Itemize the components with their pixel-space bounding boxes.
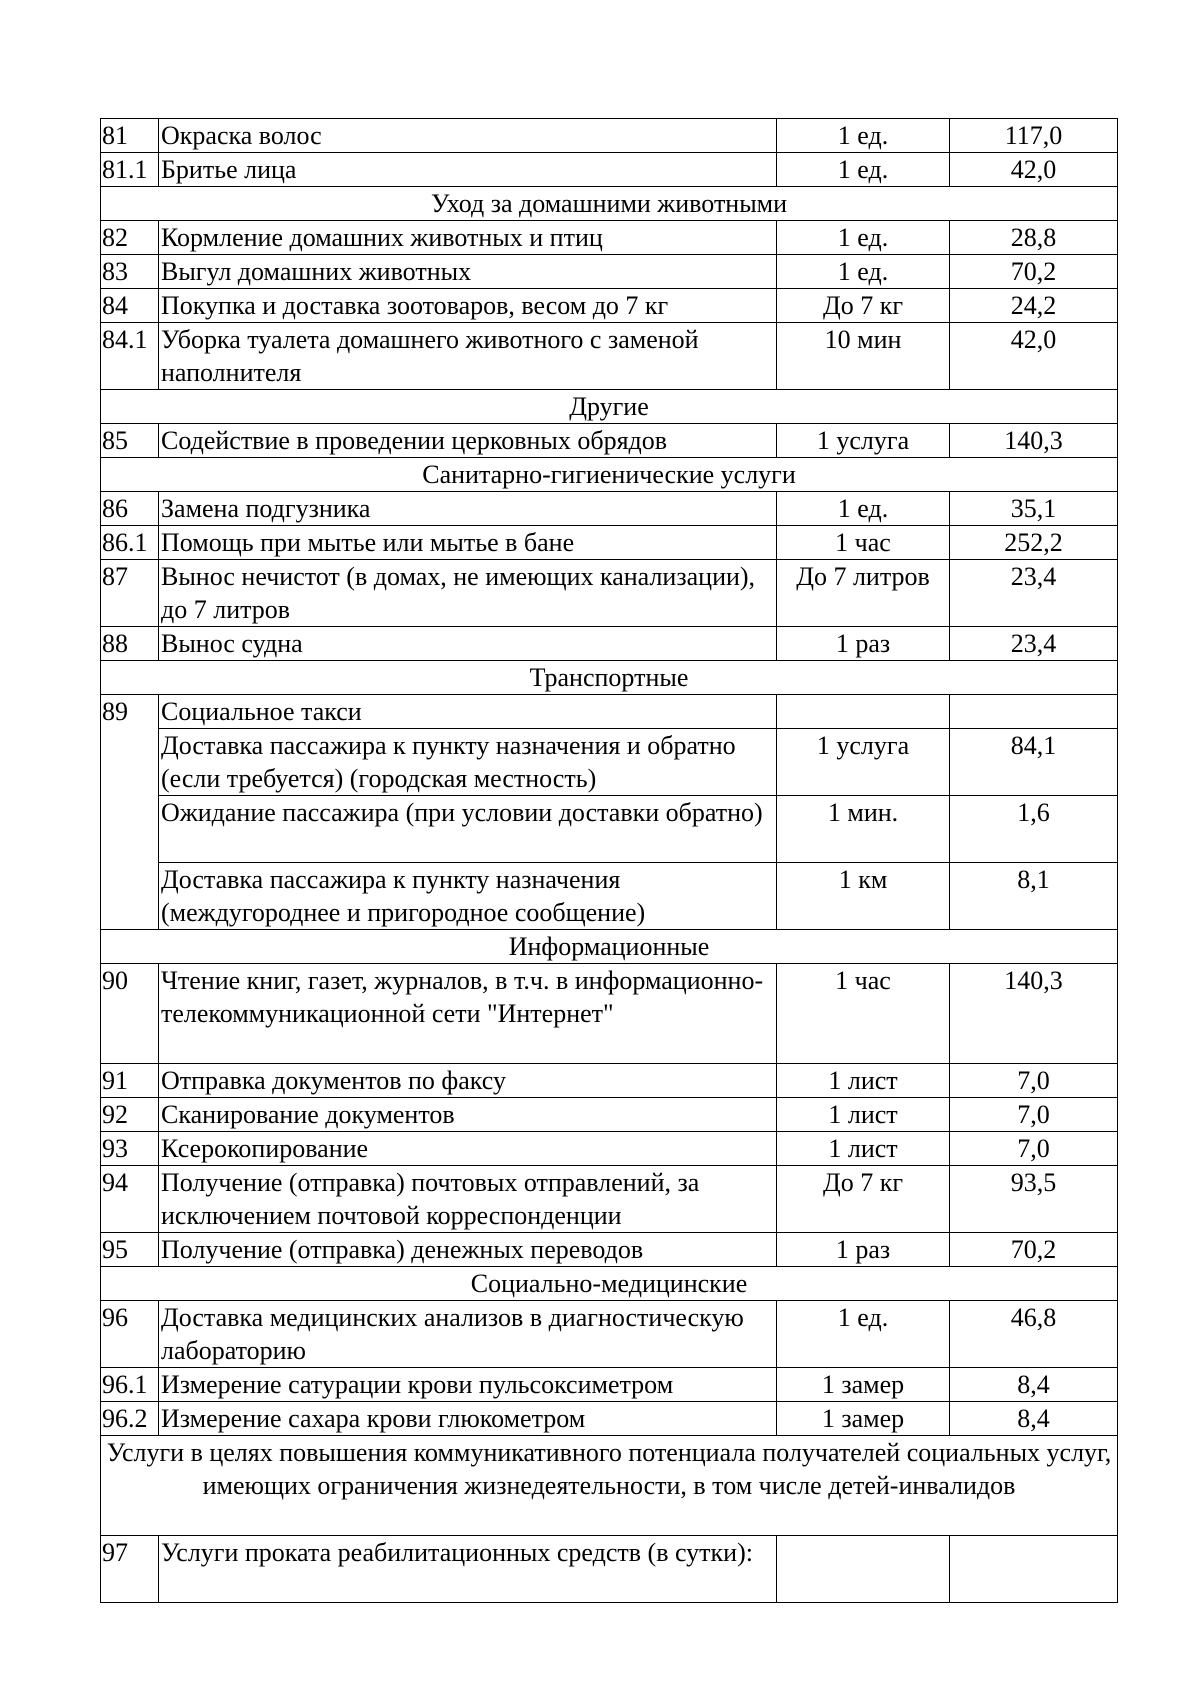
table-row xyxy=(101,323,1118,390)
table-row xyxy=(101,695,1118,729)
row-number: 90 xyxy=(101,964,159,1064)
service-name: Социальное такси xyxy=(159,695,777,729)
service-name: Содействие в проведении церковных обрядов xyxy=(159,424,777,458)
price: 93,5 xyxy=(950,1166,1118,1233)
unit: 1 км xyxy=(777,863,950,930)
table-row xyxy=(101,1132,1118,1166)
table xyxy=(100,118,1118,1603)
service-name: Ожидание пассажира (при условии доставки обратно) xyxy=(159,796,777,863)
unit: 10 мин xyxy=(777,323,950,390)
price: 7,0 xyxy=(950,1064,1118,1098)
price: 42,0 xyxy=(950,153,1118,187)
row-number: 91 xyxy=(101,1064,159,1098)
table-row xyxy=(101,796,1118,863)
section-title: Транспортные xyxy=(101,661,1118,695)
table-row xyxy=(101,289,1118,323)
table-row xyxy=(101,1098,1118,1132)
section-row xyxy=(101,390,1118,424)
table-row xyxy=(101,119,1118,153)
row-number: 96.1 xyxy=(101,1368,159,1402)
table-row xyxy=(101,526,1118,560)
row-number: 87 xyxy=(101,560,159,627)
table-row xyxy=(101,1402,1118,1436)
row-number: 84.1 xyxy=(101,323,159,390)
table-row xyxy=(101,1301,1118,1368)
unit: До 7 кг xyxy=(777,289,950,323)
table-row xyxy=(101,1166,1118,1233)
service-name: Окраска волос xyxy=(159,119,777,153)
price xyxy=(950,695,1118,729)
price: 70,2 xyxy=(950,255,1118,289)
row-number: 88 xyxy=(101,627,159,661)
price: 8,1 xyxy=(950,863,1118,930)
table-row xyxy=(101,1233,1118,1267)
price: 1,6 xyxy=(950,796,1118,863)
row-number: 83 xyxy=(101,255,159,289)
unit: До 7 кг xyxy=(777,1166,950,1233)
price: 140,3 xyxy=(950,964,1118,1064)
unit: 1 ед. xyxy=(777,153,950,187)
price: 28,8 xyxy=(950,221,1118,255)
unit: 1 ед. xyxy=(777,221,950,255)
table-row xyxy=(101,255,1118,289)
table-row xyxy=(101,863,1118,930)
service-name: Доставка пассажира к пункту назначения и обратно (если требуется) (городская местность) xyxy=(159,729,777,796)
service-name: Получение (отправка) почтовых отправлений, за исключением почтовой корреспонденции xyxy=(159,1166,777,1233)
unit: 1 час xyxy=(777,526,950,560)
row-number: 93 xyxy=(101,1132,159,1166)
row-number: 96.2 xyxy=(101,1402,159,1436)
price: 24,2 xyxy=(950,289,1118,323)
service-name: Помощь при мытье или мытье в бане xyxy=(159,526,777,560)
service-name: Кормление домашних животных и птиц xyxy=(159,221,777,255)
unit: 1 лист xyxy=(777,1064,950,1098)
unit: 1 раз xyxy=(777,1233,950,1267)
service-name: Измерение сахара крови глюкометром xyxy=(159,1402,777,1436)
section-row xyxy=(101,187,1118,221)
row-number: 85 xyxy=(101,424,159,458)
price: 140,3 xyxy=(950,424,1118,458)
service-name: Измерение сатурации крови пульсоксиметром xyxy=(159,1368,777,1402)
table-row xyxy=(101,492,1118,526)
section-row xyxy=(101,1436,1118,1536)
section-row xyxy=(101,930,1118,964)
row-number: 86.1 xyxy=(101,526,159,560)
service-name: Сканирование документов xyxy=(159,1098,777,1132)
price: 8,4 xyxy=(950,1368,1118,1402)
service-name: Чтение книг, газет, журналов, в т.ч. в информационно-телекоммуникационной сети "Интернет" xyxy=(159,964,777,1064)
row-number: 84 xyxy=(101,289,159,323)
table-row xyxy=(101,627,1118,661)
row-number: 97 xyxy=(101,1536,159,1603)
unit: 1 ед. xyxy=(777,119,950,153)
row-number: 82 xyxy=(101,221,159,255)
section-row xyxy=(101,1267,1118,1301)
service-name: Замена подгузника xyxy=(159,492,777,526)
price: 7,0 xyxy=(950,1132,1118,1166)
row-number: 95 xyxy=(101,1233,159,1267)
unit: До 7 литров xyxy=(777,560,950,627)
price: 7,0 xyxy=(950,1098,1118,1132)
services-price-table xyxy=(100,118,1117,1603)
row-number: 92 xyxy=(101,1098,159,1132)
row-number: 96 xyxy=(101,1301,159,1368)
table-row xyxy=(101,221,1118,255)
price: 252,2 xyxy=(950,526,1118,560)
unit: 1 лист xyxy=(777,1132,950,1166)
unit: 1 ед. xyxy=(777,492,950,526)
service-name: Выгул домашних животных xyxy=(159,255,777,289)
price: 42,0 xyxy=(950,323,1118,390)
unit: 1 ед. xyxy=(777,1301,950,1368)
table-row xyxy=(101,964,1118,1064)
section-row xyxy=(101,458,1118,492)
table-row xyxy=(101,729,1118,796)
service-name: Ксерокопирование xyxy=(159,1132,777,1166)
price: 8,4 xyxy=(950,1402,1118,1436)
service-name: Услуги проката реабилитационных средств (в сутки): xyxy=(159,1536,777,1603)
unit: 1 мин. xyxy=(777,796,950,863)
section-title: Социально-медицинские xyxy=(101,1267,1118,1301)
unit: 1 услуга xyxy=(777,729,950,796)
table-row xyxy=(101,1064,1118,1098)
price: 23,4 xyxy=(950,627,1118,661)
service-name: Вынос судна xyxy=(159,627,777,661)
row-number: 81.1 xyxy=(101,153,159,187)
price: 84,1 xyxy=(950,729,1118,796)
price xyxy=(950,1536,1118,1603)
table-row xyxy=(101,153,1118,187)
price: 23,4 xyxy=(950,560,1118,627)
section-title: Уход за домашними животными xyxy=(101,187,1118,221)
table-row xyxy=(101,424,1118,458)
service-name: Доставка медицинских анализов в диагностическую лабораторию xyxy=(159,1301,777,1368)
section-title: Услуги в целях повышения коммуникативного потенциала получателей социальных услуг, имеющих ограничения жизнедеятельности, в том числе детей-инвалидов xyxy=(101,1436,1118,1536)
price: 35,1 xyxy=(950,492,1118,526)
unit: 1 замер xyxy=(777,1402,950,1436)
unit: 1 ед. xyxy=(777,255,950,289)
section-row xyxy=(101,661,1118,695)
service-name: Уборка туалета домашнего животного с заменой наполнителя xyxy=(159,323,777,390)
row-number: 94 xyxy=(101,1166,159,1233)
price: 117,0 xyxy=(950,119,1118,153)
row-number: 81 xyxy=(101,119,159,153)
table-row xyxy=(101,1536,1118,1603)
row-number: 86 xyxy=(101,492,159,526)
unit: 1 услуга xyxy=(777,424,950,458)
unit: 1 час xyxy=(777,964,950,1064)
service-name: Отправка документов по факсу xyxy=(159,1064,777,1098)
unit: 1 замер xyxy=(777,1368,950,1402)
unit xyxy=(777,695,950,729)
section-title: Другие xyxy=(101,390,1118,424)
service-name: Бритье лица xyxy=(159,153,777,187)
row-number: 89 xyxy=(101,695,159,930)
unit: 1 лист xyxy=(777,1098,950,1132)
unit xyxy=(777,1536,950,1603)
table-row xyxy=(101,1368,1118,1402)
section-title: Информационные xyxy=(101,930,1118,964)
price: 70,2 xyxy=(950,1233,1118,1267)
service-name: Вынос нечистот (в домах, не имеющих канализации), до 7 литров xyxy=(159,560,777,627)
section-title: Санитарно-гигиенические услуги xyxy=(101,458,1118,492)
service-name: Получение (отправка) денежных переводов xyxy=(159,1233,777,1267)
service-name: Покупка и доставка зоотоваров, весом до 7 кг xyxy=(159,289,777,323)
price: 46,8 xyxy=(950,1301,1118,1368)
unit: 1 раз xyxy=(777,627,950,661)
table-row xyxy=(101,560,1118,627)
service-name: Доставка пассажира к пункту назначения (междугороднее и пригородное сообщение) xyxy=(159,863,777,930)
